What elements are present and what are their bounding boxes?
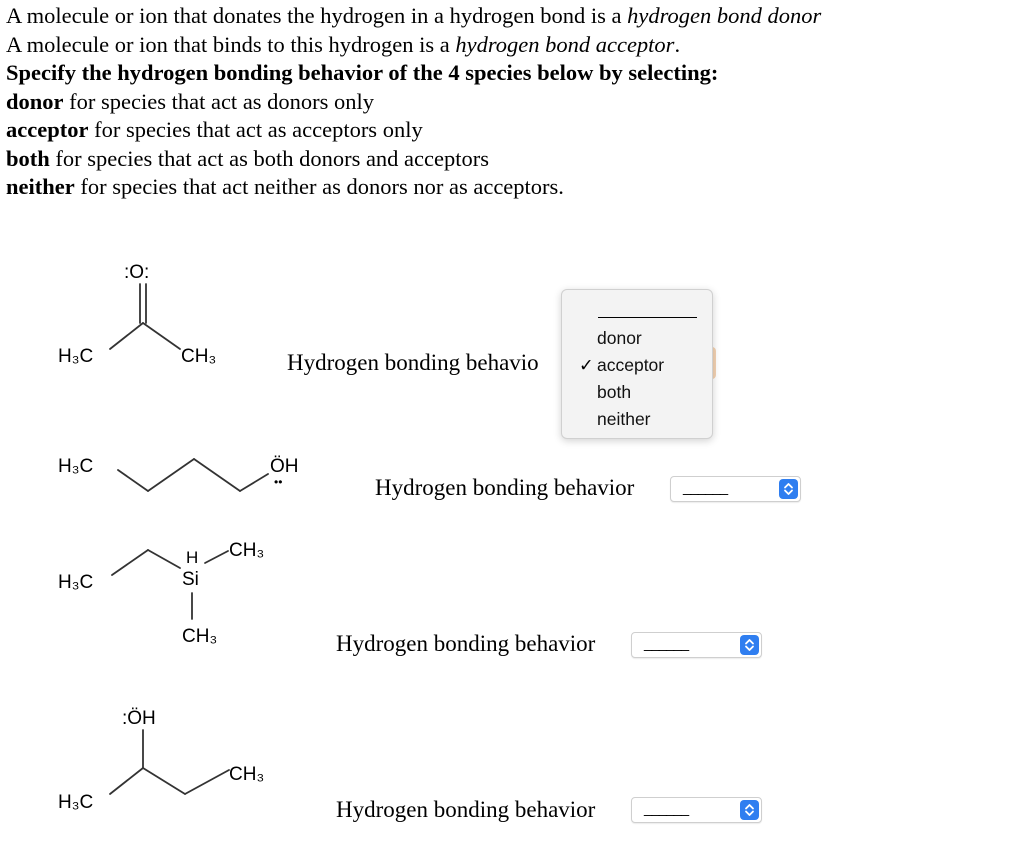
acetone-oxygen: :O: [124,262,150,283]
option-donor: donor for species that act as donors only [6,88,375,114]
question-1-label: Hydrogen bonding behavio [287,350,539,375]
isopropanol-left-methyl: H₃C [58,792,94,813]
menu-item-donor[interactable]: donor [597,328,642,348]
intro-line-1: A molecule or ion that donates the hydrogen in a hydrogen bond is a hydrogen bond donor [6,3,822,28]
butanol-lone-pair: •• [274,475,283,489]
option-acceptor: acceptor for species that act as acceptors only [6,117,423,142]
butanol-hydroxyl: ÖH [270,456,299,477]
silane-top-methyl: CH₃ [229,540,265,561]
question-4-value: ______ [644,800,689,817]
silane-bottom-methyl: CH₃ [182,626,218,647]
question-2-value: ______ [683,479,728,496]
question-2-select[interactable] [670,476,801,502]
acetone-right-methyl: CH₃ [181,346,217,367]
question-3-select[interactable] [631,632,762,658]
isopropanol-right-methyl: CH₃ [229,764,265,785]
question-3-label: Hydrogen bonding behavior [336,631,596,656]
up-down-chevron-icon[interactable] [740,800,759,820]
question-4-select[interactable] [631,797,762,823]
silane-left-methyl: H₃C [58,572,94,593]
isopropanol-hydroxyl: :ÖH [122,708,156,729]
question-1-dropdown-menu [561,289,713,439]
question-4-label: Hydrogen bonding behavior [336,797,596,822]
question-3-value: ______ [644,635,689,652]
option-neither: neither for species that act neither as donors nor as acceptors. [6,174,564,199]
acetone-left-methyl: H₃C [58,346,94,367]
silane-silicon: Si [182,569,199,590]
up-down-chevron-icon[interactable] [779,479,798,499]
up-down-chevron-icon[interactable] [740,635,759,655]
silane-hydrogen: H [186,548,199,567]
intro-line-2: A molecule or ion that binds to this hydrogen is a hydrogen bond acceptor. [6,31,681,57]
question-2-label: Hydrogen bonding behavior [375,475,635,500]
butanol-methyl: H₃C [58,456,94,477]
menu-item-both[interactable]: both [597,382,632,402]
menu-item-neither[interactable]: neither [597,409,651,429]
menu-placeholder-item[interactable] [598,317,697,318]
intro-instruction: Specify the hydrogen bonding behavior of the 4 species below by selecting: [6,60,719,85]
menu-item-acceptor[interactable]: acceptor [597,355,665,375]
option-both: both for species that act as both donors and acceptors [6,145,490,171]
checkmark-icon: ✓ [579,355,594,375]
